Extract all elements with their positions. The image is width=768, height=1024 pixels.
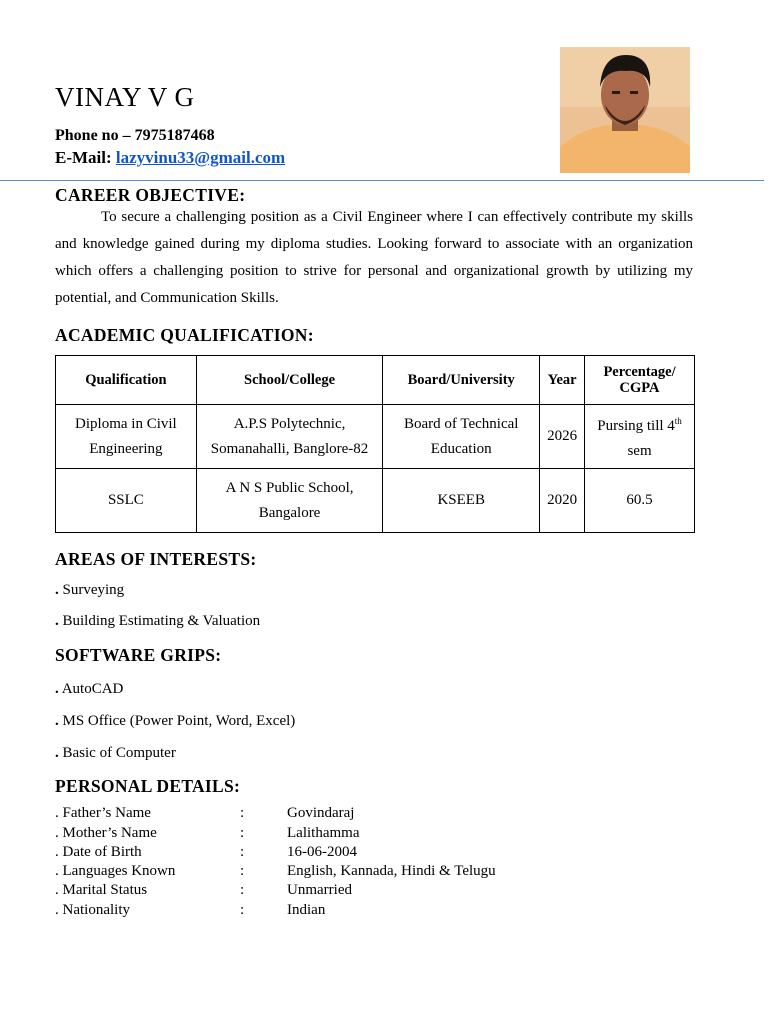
table-header-row bbox=[56, 356, 695, 405]
column-header: Percentage/ CGPA bbox=[585, 356, 695, 405]
list-item-text: AutoCAD bbox=[61, 681, 124, 697]
table-cell: A.P.S Polytechnic, Somanahalli, Banglore-82 bbox=[196, 405, 383, 469]
candidate-name: VINAY V G bbox=[55, 82, 195, 112]
table-cell: 2026 bbox=[540, 405, 585, 469]
personal-heading: PERSONAL DETAILS: bbox=[55, 776, 241, 796]
detail-label: . Languages Known bbox=[55, 863, 176, 879]
header-divider bbox=[0, 180, 764, 181]
list-item: . Basic of Computer bbox=[55, 745, 176, 761]
academic-table bbox=[55, 355, 695, 533]
table-cell: KSEEB bbox=[383, 469, 540, 533]
table-cell bbox=[585, 405, 695, 469]
detail-separator: : bbox=[240, 844, 245, 860]
list-item-text: Basic of Computer bbox=[62, 745, 176, 761]
detail-separator: : bbox=[240, 882, 245, 898]
email-line bbox=[55, 148, 285, 168]
detail-value: Lalithamma bbox=[287, 825, 360, 841]
table-cell: SSLC bbox=[56, 469, 197, 533]
detail-separator: : bbox=[240, 863, 245, 879]
list-item: . Surveying bbox=[55, 582, 125, 598]
table-row bbox=[56, 469, 695, 533]
detail-separator: : bbox=[240, 902, 245, 918]
column-header: Board/University bbox=[383, 356, 540, 405]
software-heading: SOFTWARE GRIPS: bbox=[55, 645, 222, 665]
detail-value: English, Kannada, Hindi & Telugu bbox=[287, 863, 496, 879]
detail-separator: : bbox=[240, 825, 245, 841]
list-item: . Building Estimating & Valuation bbox=[55, 613, 261, 629]
list-item: . AutoCAD bbox=[55, 681, 124, 697]
career-objective-heading: CAREER OBJECTIVE: bbox=[55, 185, 246, 205]
percentage-text-end: sem bbox=[627, 443, 652, 459]
list-item-text: MS Office (Power Point, Word, Excel) bbox=[62, 713, 296, 729]
ordinal-suffix: th bbox=[674, 416, 682, 426]
career-objective-text: To secure a challenging position as a Civil Engineer where I can effectively contribute my skills and knowledge gained during my diploma studies. Looking forward to associate with an organization which offers a challenging position to strive for personal and organizational growth by utilizing my potential, and Communication Skills. bbox=[55, 209, 693, 306]
email-link[interactable]: lazyvinu33@gmail.com bbox=[115, 148, 286, 167]
profile-photo bbox=[560, 47, 690, 173]
profile-photo-graphic bbox=[560, 47, 690, 173]
interests-heading: AREAS OF INTERESTS: bbox=[55, 549, 257, 569]
column-header: Year bbox=[540, 356, 585, 405]
percentage-text: Pursing till 4 bbox=[597, 418, 675, 434]
academic-heading: ACADEMIC QUALIFICATION: bbox=[55, 325, 314, 345]
detail-value: Govindaraj bbox=[287, 805, 355, 821]
detail-value: 16-06-2004 bbox=[287, 844, 357, 860]
detail-label: . Father’s Name bbox=[55, 805, 151, 821]
detail-label: . Mother’s Name bbox=[55, 825, 157, 841]
table-cell: Board of Technical Education bbox=[383, 405, 540, 469]
detail-value: Unmarried bbox=[287, 882, 352, 898]
detail-value: Indian bbox=[287, 902, 326, 918]
list-item-text: Surveying bbox=[62, 582, 125, 598]
table-cell: Diploma in Civil Engineering bbox=[56, 405, 197, 469]
table-cell: A N S Public School, Bangalore bbox=[196, 469, 383, 533]
column-header: Qualification bbox=[56, 356, 197, 405]
list-item: . MS Office (Power Point, Word, Excel) bbox=[55, 713, 296, 729]
table-cell: 2020 bbox=[540, 469, 585, 533]
table-cell: 60.5 bbox=[585, 469, 695, 533]
email-label: E-Mail: bbox=[55, 148, 112, 167]
phone-number: Phone no – 7975187468 bbox=[55, 127, 215, 144]
list-item-text: Building Estimating & Valuation bbox=[62, 613, 261, 629]
detail-label: . Date of Birth bbox=[55, 844, 142, 860]
detail-label: . Marital Status bbox=[55, 882, 148, 898]
detail-label: . Nationality bbox=[55, 902, 130, 918]
detail-separator: : bbox=[240, 805, 245, 821]
table-row bbox=[56, 405, 695, 469]
column-header: School/College bbox=[196, 356, 383, 405]
